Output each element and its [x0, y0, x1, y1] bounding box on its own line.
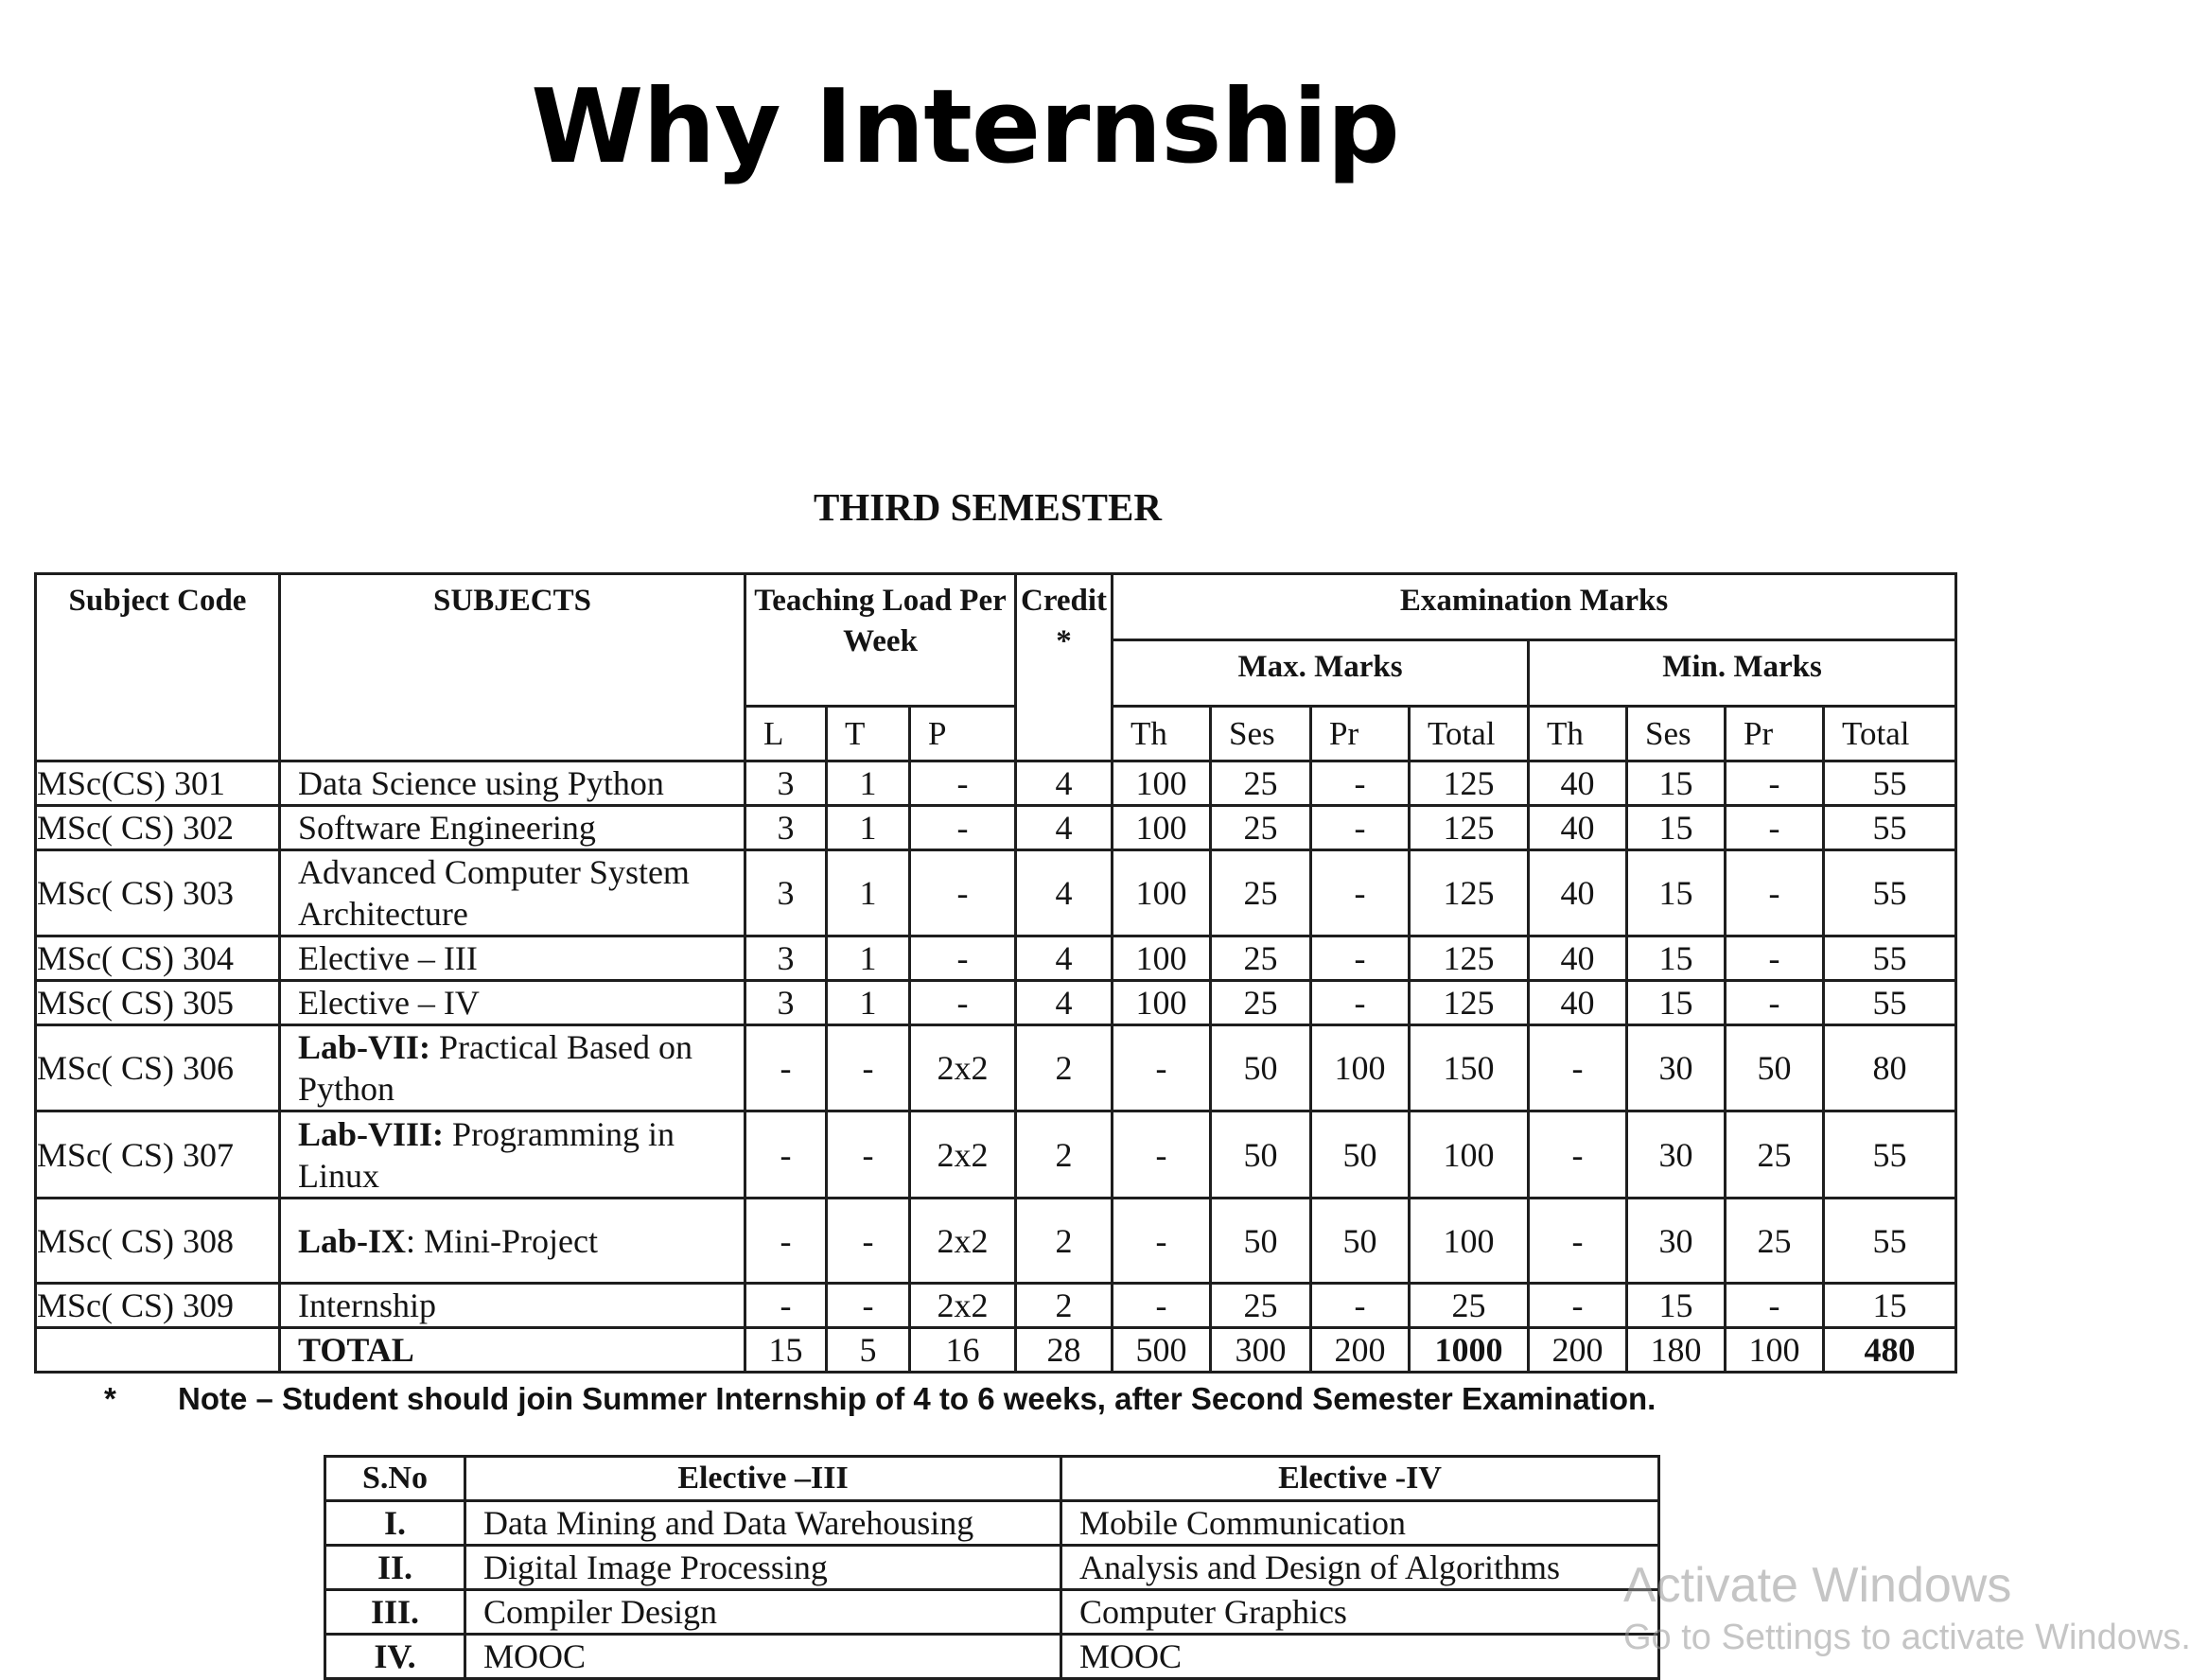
- cell-max-th: -: [1113, 1025, 1211, 1111]
- elective-cell-sno: IV.: [325, 1635, 465, 1679]
- header-min-pr: Pr: [1726, 707, 1824, 761]
- subject-name: Advanced Computer System Architecture: [298, 853, 690, 933]
- header-max-th: Th: [1113, 707, 1211, 761]
- header-T: T: [827, 707, 910, 761]
- cell-max-pr: -: [1311, 1284, 1410, 1328]
- table-row: [36, 806, 1956, 850]
- subject-name: Practical Based on Python: [298, 1028, 692, 1108]
- header-max-marks: Max. Marks: [1113, 640, 1529, 707]
- cell-min-pr: -: [1726, 761, 1824, 806]
- header-min-ses: Ses: [1627, 707, 1726, 761]
- cell-max-pr: -: [1311, 981, 1410, 1025]
- cell-min-ses: 15: [1627, 1284, 1726, 1328]
- cell-max-ses: 25: [1211, 761, 1311, 806]
- cell-max-total: 125: [1410, 936, 1529, 981]
- subject-code-cell: MSc( CS) 309: [36, 1284, 280, 1328]
- cell-L: -: [745, 1111, 827, 1199]
- cell-max-th: -: [1113, 1284, 1211, 1328]
- cell-min-th: 40: [1529, 806, 1627, 850]
- cell-P: 2x2: [910, 1111, 1016, 1199]
- elective-cell-e3: Data Mining and Data Warehousing: [465, 1501, 1061, 1546]
- table-row: [36, 1111, 1956, 1199]
- subject-code-cell: MSc( CS) 303: [36, 850, 280, 936]
- cell-min-total: 15: [1824, 1284, 1956, 1328]
- elective-row: [325, 1501, 1659, 1546]
- cell-T: -: [827, 1284, 910, 1328]
- cell-min-total: 55: [1824, 761, 1956, 806]
- cell-min-ses: 15: [1627, 806, 1726, 850]
- elective-cell-e3: MOOC: [465, 1635, 1061, 1679]
- cell-min-pr: -: [1726, 981, 1824, 1025]
- cell-min-ses: 15: [1627, 761, 1726, 806]
- cell-min-ses: 30: [1627, 1111, 1726, 1199]
- subject-name: Elective – IV: [298, 984, 480, 1022]
- total-cell-min-total: 480: [1824, 1328, 1956, 1373]
- cell-min-pr: 25: [1726, 1111, 1824, 1199]
- header-max-ses: Ses: [1211, 707, 1311, 761]
- cell-max-pr: -: [1311, 850, 1410, 936]
- elective-cell-e3: Digital Image Processing: [465, 1546, 1061, 1590]
- cell-min-ses: 30: [1627, 1199, 1726, 1284]
- total-cell-T: 5: [827, 1328, 910, 1373]
- subject-code-cell: MSc(CS) 301: [36, 761, 280, 806]
- cell-max-th: -: [1113, 1111, 1211, 1199]
- watermark-line1: Activate Windows: [1623, 1558, 2012, 1613]
- cell-credit: 4: [1016, 981, 1113, 1025]
- cell-max-th: 100: [1113, 806, 1211, 850]
- elective-cell-e3: Compiler Design: [465, 1590, 1061, 1635]
- cell-L: -: [745, 1025, 827, 1111]
- cell-max-ses: 25: [1211, 1284, 1311, 1328]
- header-min-marks: Min. Marks: [1529, 640, 1956, 707]
- cell-P: 2x2: [910, 1284, 1016, 1328]
- cell-T: 1: [827, 981, 910, 1025]
- cell-T: -: [827, 1111, 910, 1199]
- subject-code-cell: MSc( CS) 302: [36, 806, 280, 850]
- cell-credit: 4: [1016, 761, 1113, 806]
- cell-max-total: 125: [1410, 850, 1529, 936]
- elective-row: [325, 1546, 1659, 1590]
- elective-header-iii: Elective –III: [465, 1457, 1061, 1501]
- cell-P: -: [910, 806, 1016, 850]
- cell-min-pr: 25: [1726, 1199, 1824, 1284]
- cell-max-ses: 50: [1211, 1111, 1311, 1199]
- header-L: L: [745, 707, 827, 761]
- cell-min-total: 55: [1824, 936, 1956, 981]
- cell-max-ses: 25: [1211, 850, 1311, 936]
- subject-cell: [280, 1111, 745, 1199]
- cell-max-pr: 50: [1311, 1111, 1410, 1199]
- cell-L: 3: [745, 806, 827, 850]
- elective-cell-e4: Mobile Communication: [1061, 1501, 1659, 1546]
- cell-min-th: 40: [1529, 981, 1627, 1025]
- subject-cell: [280, 1284, 745, 1328]
- cell-min-ses: 15: [1627, 981, 1726, 1025]
- subject-name: Internship: [298, 1286, 436, 1324]
- cell-max-total: 150: [1410, 1025, 1529, 1111]
- cell-P: 2x2: [910, 1025, 1016, 1111]
- cell-max-pr: 100: [1311, 1025, 1410, 1111]
- cell-min-total: 55: [1824, 850, 1956, 936]
- cell-max-total: 100: [1410, 1111, 1529, 1199]
- cell-P: -: [910, 761, 1016, 806]
- subject-name: Data Science using Python: [298, 764, 664, 802]
- cell-min-pr: 50: [1726, 1025, 1824, 1111]
- cell-min-ses: 15: [1627, 936, 1726, 981]
- table-row: [36, 761, 1956, 806]
- table-row: [36, 1284, 1956, 1328]
- cell-P: -: [910, 981, 1016, 1025]
- cell-credit: 2: [1016, 1025, 1113, 1111]
- elective-cell-e4: Computer Graphics: [1061, 1590, 1659, 1635]
- header-min-total: Total: [1824, 707, 1956, 761]
- cell-max-pr: -: [1311, 806, 1410, 850]
- cell-L: -: [745, 1199, 827, 1284]
- cell-max-ses: 25: [1211, 806, 1311, 850]
- note-marker: *: [104, 1381, 116, 1416]
- subject-name: Elective – III: [298, 939, 478, 977]
- cell-max-th: -: [1113, 1199, 1211, 1284]
- cell-min-total: 55: [1824, 1111, 1956, 1199]
- table-row: [36, 1025, 1956, 1111]
- elective-header-sno: S.No: [325, 1457, 465, 1501]
- cell-max-total: 125: [1410, 806, 1529, 850]
- syllabus-table: [34, 572, 1957, 1374]
- cell-T: -: [827, 1199, 910, 1284]
- cell-L: 3: [745, 981, 827, 1025]
- total-cell-P: 16: [910, 1328, 1016, 1373]
- cell-L: 3: [745, 936, 827, 981]
- cell-max-total: 125: [1410, 981, 1529, 1025]
- subject-name: : Mini-Project: [406, 1221, 599, 1260]
- table-row: [36, 981, 1956, 1025]
- header-credit: Credit *: [1016, 574, 1113, 761]
- cell-credit: 4: [1016, 936, 1113, 981]
- subject-code-cell: MSc( CS) 308: [36, 1199, 280, 1284]
- cell-credit: 4: [1016, 850, 1113, 936]
- cell-T: 1: [827, 806, 910, 850]
- subject-code-cell: MSc( CS) 306: [36, 1025, 280, 1111]
- header-P: P: [910, 707, 1016, 761]
- subject-name: Programming in Linux: [298, 1114, 675, 1195]
- cell-min-th: 40: [1529, 850, 1627, 936]
- total-row: [36, 1328, 1956, 1373]
- cell-max-total: 25: [1410, 1284, 1529, 1328]
- cell-min-total: 55: [1824, 806, 1956, 850]
- subject-lab-label: Lab-VII:: [298, 1028, 431, 1066]
- cell-max-total: 100: [1410, 1199, 1529, 1284]
- elective-cell-e4: Analysis and Design of Algorithms: [1061, 1546, 1659, 1590]
- table-row: [36, 850, 1956, 936]
- total-label: TOTAL: [280, 1328, 745, 1373]
- cell-T: 1: [827, 850, 910, 936]
- total-cell-max-total: 1000: [1410, 1328, 1529, 1373]
- cell-min-th: -: [1529, 1111, 1627, 1199]
- cell-credit: 2: [1016, 1199, 1113, 1284]
- cell-max-th: 100: [1113, 981, 1211, 1025]
- cell-credit: 4: [1016, 806, 1113, 850]
- cell-min-th: -: [1529, 1025, 1627, 1111]
- cell-min-pr: -: [1726, 1284, 1824, 1328]
- header-teaching-load: Teaching Load Per Week: [745, 574, 1016, 707]
- elective-cell-sno: II.: [325, 1546, 465, 1590]
- subject-lab-label: Lab-VIII:: [298, 1114, 445, 1153]
- cell-min-total: 55: [1824, 1199, 1956, 1284]
- elective-cell-e4: MOOC: [1061, 1635, 1659, 1679]
- table-row: [36, 936, 1956, 981]
- cell-L: 3: [745, 850, 827, 936]
- cell-min-ses: 15: [1627, 850, 1726, 936]
- subject-cell: [280, 761, 745, 806]
- header-subjects: SUBJECTS: [280, 574, 745, 761]
- cell-min-total: 55: [1824, 981, 1956, 1025]
- header-max-pr: Pr: [1311, 707, 1410, 761]
- subject-code-cell: MSc( CS) 305: [36, 981, 280, 1025]
- subject-cell: [280, 1199, 745, 1284]
- cell-max-th: 100: [1113, 936, 1211, 981]
- cell-max-ses: 50: [1211, 1025, 1311, 1111]
- cell-credit: 2: [1016, 1284, 1113, 1328]
- cell-L: -: [745, 1284, 827, 1328]
- cell-T: 1: [827, 936, 910, 981]
- subject-code-cell: MSc( CS) 307: [36, 1111, 280, 1199]
- total-cell-max-pr: 200: [1311, 1328, 1410, 1373]
- cell-min-th: -: [1529, 1199, 1627, 1284]
- cell-P: -: [910, 936, 1016, 981]
- electives-table: [324, 1455, 1660, 1680]
- elective-cell-sno: I.: [325, 1501, 465, 1546]
- cell-max-pr: -: [1311, 761, 1410, 806]
- watermark-line2: Go to Settings to activate Windows.: [1623, 1618, 2191, 1657]
- total-cell-L: 15: [745, 1328, 827, 1373]
- scanned-document: [0, 236, 2191, 1675]
- total-cell-min-pr: 100: [1726, 1328, 1824, 1373]
- total-cell-max-ses: 300: [1211, 1328, 1311, 1373]
- subject-cell: [280, 850, 745, 936]
- cell-credit: 2: [1016, 1111, 1113, 1199]
- header-subject-code: Subject Code: [36, 574, 280, 761]
- header-exam-marks: Examination Marks: [1113, 574, 1956, 640]
- cell-max-pr: -: [1311, 936, 1410, 981]
- cell-T: -: [827, 1025, 910, 1111]
- cell-min-th: -: [1529, 1284, 1627, 1328]
- total-cell-credit: 28: [1016, 1328, 1113, 1373]
- semester-heading: THIRD SEMESTER: [814, 485, 1162, 529]
- elective-row: [325, 1590, 1659, 1635]
- cell-max-th: 100: [1113, 761, 1211, 806]
- total-cell-min-ses: 180: [1627, 1328, 1726, 1373]
- table-row: [36, 1199, 1956, 1284]
- cell-max-pr: 50: [1311, 1199, 1410, 1284]
- subject-cell: [280, 936, 745, 981]
- cell-max-ses: 25: [1211, 981, 1311, 1025]
- note-text: Note – Student should join Summer Internship of 4 to 6 weeks, after Second Semester Examination.: [178, 1381, 1656, 1416]
- cell-T: 1: [827, 761, 910, 806]
- subject-name: Software Engineering: [298, 809, 596, 847]
- cell-min-pr: -: [1726, 806, 1824, 850]
- cell-min-th: 40: [1529, 936, 1627, 981]
- activate-windows-watermark: [1623, 1557, 2191, 1661]
- elective-row: [325, 1635, 1659, 1679]
- subject-code-cell: MSc( CS) 304: [36, 936, 280, 981]
- cell-max-th: 100: [1113, 850, 1211, 936]
- cell-L: 3: [745, 761, 827, 806]
- total-cell-min-th: 200: [1529, 1328, 1627, 1373]
- elective-cell-sno: III.: [325, 1590, 465, 1635]
- cell-P: -: [910, 850, 1016, 936]
- slide-title: Why Internship: [531, 68, 1399, 186]
- header-max-total: Total: [1410, 707, 1529, 761]
- subject-lab-label: Lab-IX: [298, 1221, 407, 1260]
- header-min-th: Th: [1529, 707, 1627, 761]
- total-cell-max-th: 500: [1113, 1328, 1211, 1373]
- subject-cell: [280, 1025, 745, 1111]
- cell-min-total: 80: [1824, 1025, 1956, 1111]
- cell-min-pr: -: [1726, 936, 1824, 981]
- cell-min-th: 40: [1529, 761, 1627, 806]
- cell-min-ses: 30: [1627, 1025, 1726, 1111]
- cell-max-ses: 25: [1211, 936, 1311, 981]
- subject-cell: [280, 981, 745, 1025]
- total-code-cell: [36, 1328, 280, 1373]
- subject-cell: [280, 806, 745, 850]
- cell-min-pr: -: [1726, 850, 1824, 936]
- cell-P: 2x2: [910, 1199, 1016, 1284]
- cell-max-total: 125: [1410, 761, 1529, 806]
- elective-header-iv: Elective -IV: [1061, 1457, 1659, 1501]
- cell-max-ses: 50: [1211, 1199, 1311, 1284]
